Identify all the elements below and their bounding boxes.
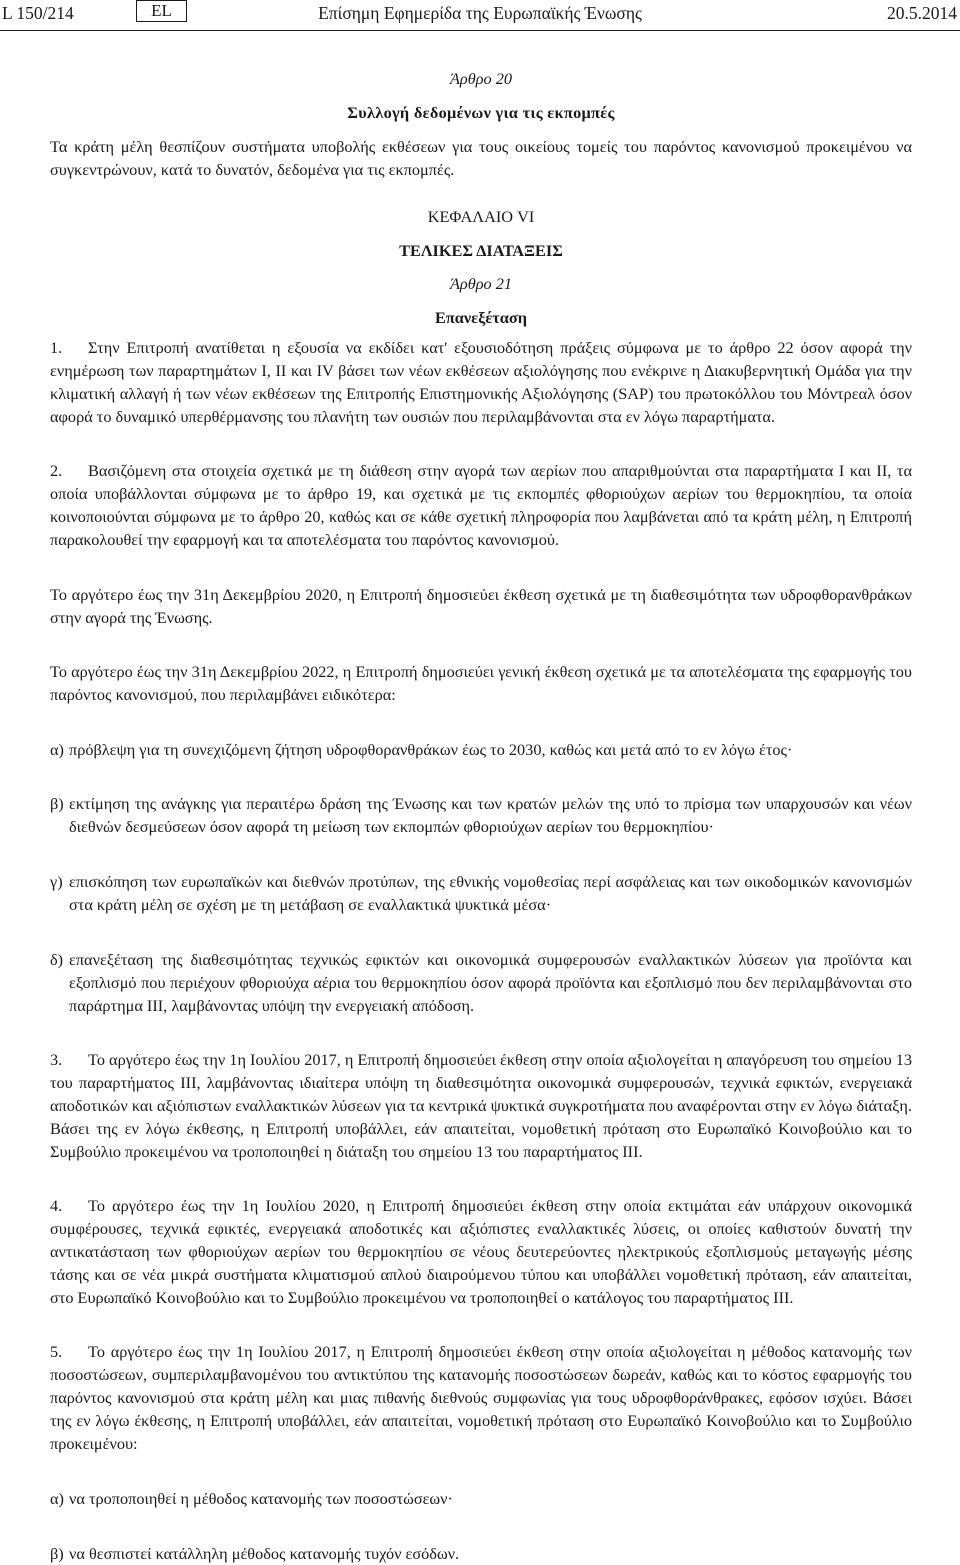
list-item <box>50 792 912 838</box>
list-item-text: να τροποποιηθεί η μέθοδος κατανομής των ποσοστώσεων· <box>69 1489 453 1508</box>
paragraph-2 <box>50 459 912 551</box>
list-item-text: πρόβλεψη για τη συνεχιζόμενη ζήτηση υδροφθορανθράκων έως το 2030, καθώς και μετά από το εν λόγω έτος· <box>69 740 793 759</box>
paragraph-2-subparagraph-b: Το αργότερο έως την 31η Δεκεμβρίου 2020, η Επιτροπή δημοσιεύει έκθεση σχετικά με τη διαθεσιμότητα των υδροφθορανθράκων στην αγορά της Ένωσης. <box>50 585 912 627</box>
paragraph-1-number: 1. <box>50 338 63 357</box>
paragraph-5 <box>50 1340 912 1455</box>
paragraph-4-text: Το αργότερο έως την 1η Ιουλίου 2020, η Επιτροπή δημοσιεύει έκθεση στην οποία εκτιμάται εάν υπάρχουν οικονομικά συμφέρουσες, τεχνικά εφικτές, ενεργειακά αποδοτικές και αξιόπιστες εναλλακτικές λύσεις, οι οποίες καθιστούν δυνατή την αντικατάσταση των φθοριούχων αερίων του θερμοκηπίου σε νέους δευτερεύοντες ηλεκτρικούς εξοπλισμούς μεταγωγής μέσης τάσης και σε νέα μικρά συστήματα κλιματισμού απλού διαιρούμενου τύπου και υποβάλλει νομοθετική πρόταση, εάν απαιτείται, στο Ευρωπαϊκό Κοινοβούλιο και το Συμβούλιο προκειμένου να τροποποιηθεί ο κατάλογος του παραρτήματος III. <box>50 1196 912 1307</box>
article-20-title: Συλλογή δεδομένων για τις εκπομπές <box>347 103 615 122</box>
paragraph-1 <box>50 336 912 428</box>
document-body <box>50 38 912 1565</box>
journal-title: Επίσημη Εφημερίδα της Ευρωπαϊκής Ένωσης <box>318 3 642 23</box>
list-item-text: εκτίμηση της ανάγκης για περαιτέρω δράση της Ένωσης και των κρατών μελών της υπό το πρίσμα των υπαρχουσών και νέων διεθνών δεσμεύσεων όσον αφορά τη μείωση των εκπομπών φθοριούχων αερίων του θερμοκηπίου· <box>69 794 912 836</box>
list-item-label: δ) <box>50 950 64 969</box>
chapter-title: ΤΕΛΙΚΕΣ ΔΙΑΤΑΞΕΙΣ <box>399 241 563 260</box>
list-item <box>50 870 912 916</box>
page-header <box>0 0 960 31</box>
paragraph-2-number: 2. <box>50 461 63 480</box>
list-item <box>50 738 912 761</box>
list-item-text: επανεξέταση της διαθεσιμότητας τεχνικώς εφικτών και οικονομικά συμφερουσών εναλλακτικών λύσεων για προϊόντα και εξοπλισμό που περιέχουν φθοριούχα αέρια του θερμοκηπίου όσον αφορά προϊόντα και εξοπλισμό που δεν περιλαμβάνονται στο παράρτημα III, λαμβάνοντας υπόψη την ενεργειακή απόδοση. <box>69 950 912 1015</box>
chapter-number: ΚΕΦΑΛΑΙΟ VI <box>427 207 535 226</box>
paragraph-4-number: 4. <box>50 1196 63 1215</box>
list-item-label: β) <box>50 794 64 813</box>
list-item <box>50 1487 912 1510</box>
list-item-text: να θεσπιστεί κατάλληλη μέθοδος κατανομής τυχόν εσόδων. <box>69 1544 460 1563</box>
article-21-number: Άρθρο 21 <box>449 274 513 293</box>
paragraph-3-text: Το αργότερο έως την 1η Ιουλίου 2017, η Επιτροπή δημοσιεύει έκθεση στην οποία αξιολογείται η απαγόρευση του σημείου 13 του παραρτήματος III, λαμβάνοντας ιδιαίτερα υπόψη τη διαθεσιμότητα οικονομικά συμφερουσών, τεχνικά εφικτών, ενεργειακά αποδοτικών και αξιόπιστων εναλλακτικών λύσεων για τα κεντρικά ψυκτικά συγκροτήματα που αναφέρονται στην εν λόγω διάταξη. Βάσει της εν λόγω έκθεσης, η Επιτροπή υποβάλλει, εάν απαιτείται, νομοθετική πρόταση στο Ευρωπαϊκό Κοινοβούλιο και το Συμβούλιο προκειμένου να τροποποιηθεί η διάταξη του σημείου 13 του παραρτήματος III. <box>50 1050 913 1161</box>
paragraph-3 <box>50 1048 912 1163</box>
list-item-label: α) <box>50 1489 64 1508</box>
paragraph-1-text: Στην Επιτροπή ανατίθεται η εξουσία να εκδίδει κατ' εξουσιοδότηση πράξεις σύμφωνα με το άρθρο 22 όσον αφορά την ενημέρωση των παραρτημάτων I, II και IV βάσει των νέων εκθέσεων αξιολόγησης που ενέκρινε η Διακυβερνητική Ομάδα για την κλιματική αλλαγή ή των νέων εκθέσεων της Επιτροπής Επιστημονικής Αξιολόγησης (SAP) του πρωτοκόλλου του Μόντρεαλ όσον αφορά το δυναμικό υπερθέρμανσης του πλανήτη των ουσιών που περιλαμβάνονται στα εν λόγω παραρτήματα. <box>50 338 912 426</box>
list-item-text: επισκόπηση των ευρωπαϊκών και διεθνών προτύπων, της εθνικής νομοθεσίας περί ασφάλειας και των οικοδομικών κανονισμών στα κράτη μέλη σε σχέση με τη μετάβαση σε εναλλακτικά ψυκτικά μέσα· <box>69 872 912 914</box>
article-21-title: Επανεξέταση <box>434 308 527 327</box>
paragraph-5-number: 5. <box>50 1342 63 1361</box>
list-item <box>50 948 912 1017</box>
paragraph-4 <box>50 1194 912 1309</box>
paragraph-5-text: Το αργότερο έως την 1η Ιουλίου 2017, η Επιτροπή δημοσιεύει έκθεση στην οποία αξιολογείται η μέθοδος κατανομής των ποσοστώσεων, συμπεριλαμβανομένου του αντικτύπου της κατανομής ποσοστώσεων δωρεάν, καθώς και το κόστος εφαρμογής του παρόντος κανονισμού στα κράτη μέλη και μιας πιθανής διεθνούς συμφωνίας για τους υδροφθοράνθρακες, εφόσον ισχύει. Βάσει της εν λόγω έκθεσης, η Επιτροπή υποβάλλει, εάν απαιτείται, νομοθετική πρόταση στο Ευρωπαϊκό Κοινοβούλιο και το Συμβούλιο προκειμένου: <box>50 1342 912 1453</box>
list-item-label: γ) <box>50 872 63 891</box>
list-item-label: β) <box>50 1544 64 1563</box>
publication-date: 20.5.2014 <box>887 3 957 23</box>
article-20-text: Τα κράτη μέλη θεσπίζουν συστήματα υποβολής εκθέσεων για τους οικείους τομείς του παρόντος κανονισμού προκειμένου να συγκεντρώνουν, κατά το δυνατόν, δεδομένα για τις εκπομπές. <box>50 137 912 179</box>
list-item-label: α) <box>50 740 64 759</box>
paragraph-2-subparagraph-c: Το αργότερο έως την 31η Δεκεμβρίου 2022, η Επιτροπή δημοσιεύει γενική έκθεση σχετικά με τα αποτελέσματα της εφαρμογής του παρόντος κανονισμού, που περιλαμβάνει ειδικότερα: <box>50 662 912 704</box>
page-number: L 150/214 <box>2 3 74 23</box>
paragraph-3-number: 3. <box>50 1050 63 1069</box>
list-item <box>50 1542 912 1565</box>
article-20-number: Άρθρο 20 <box>449 69 513 88</box>
language-badge: EL <box>136 0 187 22</box>
paragraph-2-text: Βασιζόμενη στα στοιχεία σχετικά με τη διάθεση στην αγορά των αερίων που απαριθμούνται στα παραρτήματα I και II, τα οποία υποβάλλονται σύμφωνα με το άρθρο 19, και σχετικά με τις εκπομπές φθοριούχων αερίων του θερμοκηπίου, τα οποία κοινοποιούνται σύμφωνα με το άρθρο 20, καθώς και σε κάθε σχετική πληροφορία που λαμβάνεται από τα κράτη μέλη, η Επιτροπή παρακολουθεί την εφαρμογή και τα αποτελέσματα του παρόντος κανονισμού. <box>50 461 912 549</box>
